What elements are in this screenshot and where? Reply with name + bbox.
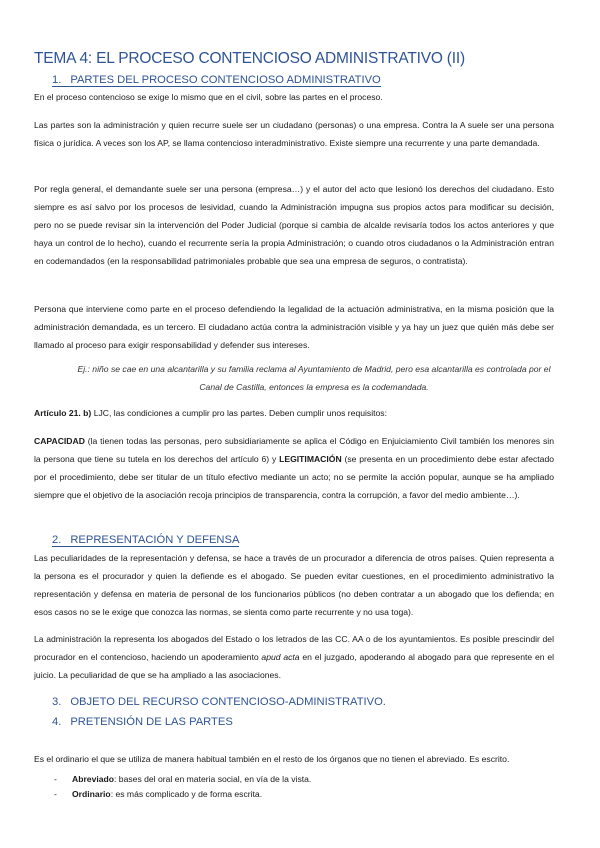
section-label: PRETENSIÓN DE LAS PARTES <box>70 716 233 728</box>
list-text: : bases del oral en materia social, en vía de la vista. <box>114 774 312 784</box>
latin-term: apud acta <box>261 652 300 662</box>
paragraph: Las peculiaridades de la representación y defensa, se hace a través de un procurador a diferencia de otros países. Quien representa a la persona es el procurador y quien la defiende es el abogado. Se pueden evitar cuestiones, en el procedimiento administrativo la representación y defensa en materia de personal de los funcionarios públicos (no deben contratar a un abogado que los defienda; en esos casos no se le exige que conozca las normas, se sienta como parte recurrente y no usa toga). <box>34 553 554 617</box>
list-text: : es más complicado y de forma escrita. <box>110 789 263 799</box>
article-reference: Artículo 21. b) <box>34 408 92 418</box>
paragraph: En el proceso contencioso se exige lo mismo que en el civil, sobre las partes en el proceso. <box>34 92 383 102</box>
paragraph: Por regla general, el demandante suele ser una persona (empresa…) y el autor del acto que lesionó los derechos del ciudadano. Esto siempre es así salvo por los procesos de lesividad, cuando la Administración impugna sus propios actos para modificar su decisión, pero no se puede revisar sin la intervención del Poder Judicial (porque si cambia de alcalde revisaría todos los actos anteriores y que haya un control de lo hecho), cuando el recurrente sería la propia Administración; o cuando otros ciudadanos o la Administración entran en codemandados (en la responsabilidad patrimoniales probable que sea una empresa de seguros, o contratista). <box>34 184 554 266</box>
paragraph-text: La administración la representa los abogados del Estado o los letrados de las CC. AA o de los ayuntamientos. Es posible prescindir del procurador en el contencioso, haciendo un apoderamiento <box>34 634 554 662</box>
example-note: Ej.: niño se cae en una alcantarilla y su familia reclama al Ayuntamiento de Madrid, pero esa alcantarilla es controlada por el Canal de Castilla, entonces la empresa es la codemandada. <box>77 364 551 392</box>
bullet-dash: - <box>54 789 57 799</box>
paragraph <box>34 432 554 504</box>
paragraph-text: (se presenta en un procedimiento debe estar afectado por el procedimiento, debe ser titular de un título efectivo mediante un acto; no se permite la acción popular, aunque se ha ampliado siempre que el objetivo de la asociación recoja principios de transparencia, contra la corrupción, a favor del medio ambiente…). <box>34 454 554 500</box>
paragraph-text: LJC, las condiciones a cumplir pro las partes. Deben cumplir unos requisitos: <box>91 408 387 418</box>
section-number: 2. <box>52 534 62 546</box>
paragraph <box>34 404 554 422</box>
section-label: REPRESENTACIÓN Y DEFENSA <box>70 534 240 546</box>
section-heading-2 <box>52 534 239 547</box>
page-title: TEMA 4: EL PROCESO CONTENCIOSO ADMINISTRATIVO (II) <box>34 50 465 67</box>
bullet-dash: - <box>54 774 57 784</box>
section-label: PARTES DEL PROCESO CONTENCIOSO ADMINISTRATIVO <box>70 74 381 86</box>
paragraph <box>34 630 554 684</box>
section-number: 3. <box>52 696 62 708</box>
paragraph: Persona que interviene como parte en el proceso defendiendo la legalidad de la actuación administrativa, en la misma posición que la administración demandada, es un tercero. El ciudadano actúa contra la administración visible y ya hay un juez que quién más debe ser llamado al proceso para exigir responsabilidad y defender sus intereses. <box>34 304 554 350</box>
list-term: Abreviado <box>72 774 115 784</box>
list-term: Ordinario <box>72 789 111 799</box>
section-label: OBJETO DEL RECURSO CONTENCIOSO-ADMINISTRATIVO. <box>70 696 386 708</box>
section-heading-1 <box>52 74 381 87</box>
paragraph: Es el ordinario el que se utiliza de manera habitual también en el resto de los órganos que no tienen el abreviado. Es escrito. <box>34 754 510 764</box>
section-heading-3 <box>52 696 386 708</box>
section-number: 4. <box>52 716 62 728</box>
term-legitimacion: LEGITIMACIÓN <box>279 454 342 464</box>
term-capacidad: CAPACIDAD <box>34 436 85 446</box>
paragraph-text: (la tienen todas las personas, pero subsidiariamente se aplica el Código en Enjuiciamiento Civil también los menores sin la persona que tiene su tutela en los derechos del artículo 6) y <box>34 436 554 464</box>
paragraph: Las partes son la administración y quien recurre suele ser un ciudadano (personas) o una empresa. Contra la A suele ser una persona física o jurídica. A veces son los AP, se llama contencioso interadministrativo. Existe siempre una recurrente y una parte demandada. <box>34 120 554 148</box>
paragraph-text: en el juzgado, apoderando al abogado para que represente en el juicio. La peculiaridad de que se ha ampliado a las asociaciones. <box>34 652 555 680</box>
section-heading-4 <box>52 716 233 728</box>
section-number: 1. <box>52 74 62 86</box>
